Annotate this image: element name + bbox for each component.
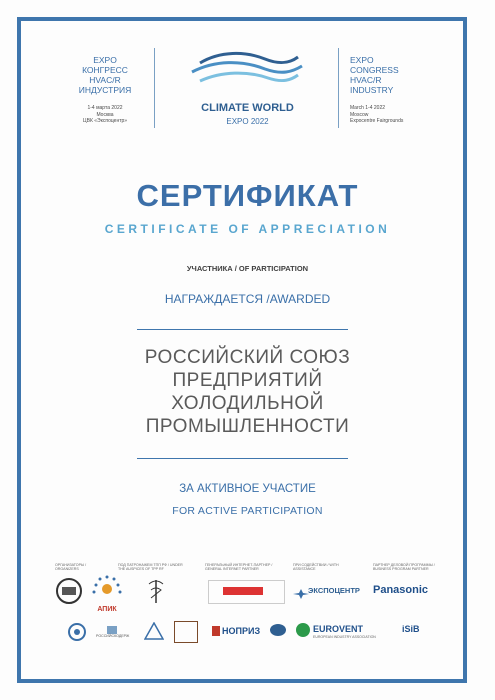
awarded-label: НАГРАЖДАЕТСЯ /AWARDED: [164, 292, 331, 306]
eurovent-tagline: EUROPEAN INDUSTRY ASSOCIATION: [313, 635, 376, 639]
header-left-date: 1-4 марта 2022: [87, 105, 123, 111]
apik-dots-icon: [90, 575, 124, 601]
expocentre-star-icon: [293, 586, 309, 596]
internet-partner-logo: [208, 580, 285, 604]
recipient-name: [0, 346, 495, 438]
caption-assistance: ПРИ СОДЕЙСТВИИ / WITH ASSISTANCE: [293, 563, 339, 572]
header-right-line3: HVAC/R: [350, 75, 382, 85]
divider-bottom: [137, 458, 348, 459]
triangle-emblem-icon: [144, 622, 164, 640]
header-left-line1: EXPO: [93, 55, 117, 65]
header-left-venue: ЦВК «Экспоцентр»: [82, 118, 128, 124]
caption-auspices: ПОД ПАТРОНАЖЕМ ТПП РФ / UNDER THE AUSPICES OF TPP RF: [118, 563, 183, 572]
divider-top: [137, 329, 348, 330]
recipient-line: ПРОМЫШЛЕННОСТИ: [145, 416, 350, 437]
header-right-city: Moscow: [350, 111, 369, 118]
certificate-subtitle: CERTIFICATE OF APPRECIATION: [104, 222, 391, 236]
header-left-line2: КОНГРЕСС: [82, 65, 128, 75]
header-right-date: March 1-4 2022: [350, 105, 386, 111]
header-right: [350, 55, 430, 125]
red-banner-icon: [223, 587, 263, 595]
header-right-line4: INDUSTRY: [350, 85, 394, 95]
caption-internet-partner: ГЕНЕРАЛЬНЫЙ ИНТЕРНЕТ-ПАРТНЕР / GENERAL INTERNET PARTNER: [205, 563, 273, 572]
organizer-emblem-icon: [55, 577, 83, 605]
climate-world-logo: [170, 45, 325, 130]
building-emblem-icon: [174, 621, 198, 643]
rossiyskoderzh-text: РОССИЙСКОДЕРЖ: [96, 634, 130, 638]
caption-organizers: ОРГАНИЗАТОРЫ / ORGANIZERS: [55, 563, 87, 572]
header-right-venue: Expocentre Fairgrounds: [350, 118, 404, 124]
round-emblem-icon: [68, 623, 86, 641]
header-left-city: Москва: [96, 111, 114, 118]
rossiyskoderzh-logo: [96, 626, 128, 642]
for-active-ru: ЗА АКТИВНОЕ УЧАСТИЕ: [179, 483, 316, 495]
recipient-line: ХОЛОДИЛЬНОЙ: [171, 393, 324, 414]
oval-emblem-icon: [270, 624, 286, 636]
eurovent-globe-icon: [296, 623, 310, 637]
apik-logo: [90, 575, 124, 613]
certificate-title: СЕРТИФИКАТ: [136, 178, 359, 213]
header-divider-right: [338, 48, 339, 128]
expocentre-logo: ЭКСПОЦЕНТР: [308, 586, 360, 595]
caption-business-partner: ПАРТНЕР ДЕЛОВОЙ ПРОГРАММЫ / BUSINESS PROGRAM PARTNER: [373, 563, 435, 572]
caduceus-icon: [145, 578, 167, 604]
for-active-en: FOR ACTIVE PARTICIPATION: [172, 505, 323, 517]
eurovent-logo: EUROVENT: [313, 624, 364, 634]
logo-year: EXPO 2022: [226, 117, 269, 126]
recipient-line: ПРЕДПРИЯТИЙ: [172, 370, 323, 391]
logo-name: CLIMATE WORLD: [201, 102, 294, 114]
rossiyskoderzh-mark-icon: [107, 626, 117, 634]
header-left-line3: HVAC/R: [89, 75, 121, 85]
header-right-line2: CONGRESS: [350, 65, 399, 75]
apik-text: АПИК: [97, 606, 117, 613]
nopriz-mark-icon: [212, 626, 220, 636]
nopriz-logo: НОПРИЗ: [222, 626, 261, 636]
header-left: [70, 55, 140, 125]
header-right-line1: EXPO: [350, 55, 374, 65]
panasonic-logo: Panasonic: [373, 584, 429, 596]
isib-logo: iSiB: [402, 624, 420, 634]
header-divider-left: [154, 48, 155, 128]
recipient-line: РОССИЙСКИЙ СОЮЗ: [144, 347, 351, 368]
wave-logo-icon: [170, 45, 325, 95]
participation-label: УЧАСТНИКА / OF PARTICIPATION: [186, 264, 309, 273]
header-left-line4: ИНДУСТРИЯ: [78, 85, 132, 95]
